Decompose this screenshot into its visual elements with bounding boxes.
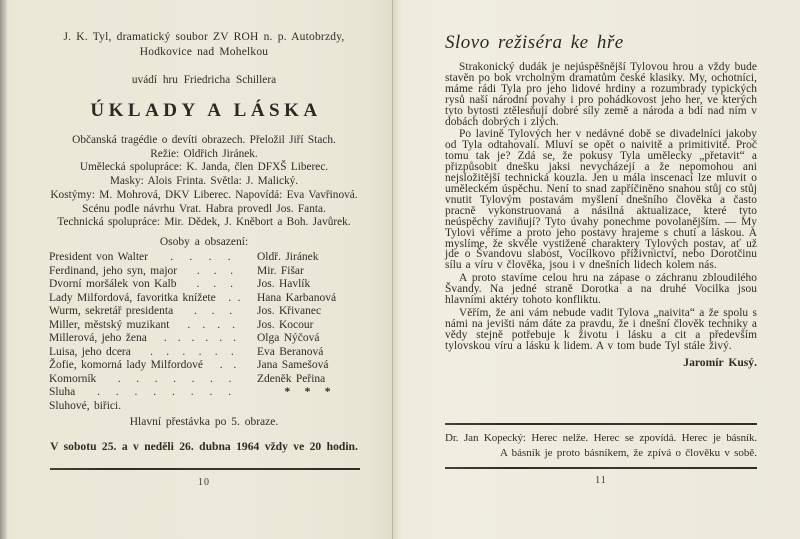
cast-actor: Hana Karbanová: [257, 291, 337, 304]
essay-title: Slovo režiséra ke hře: [445, 32, 624, 53]
cast-row: [45, 332, 363, 346]
quote-rule-bottom: [445, 467, 757, 469]
dot-leader: . . .: [193, 305, 233, 318]
presents-line: uvádí hru Friedricha Schillera: [131, 74, 277, 86]
cast-actor: Jos. Havlík: [257, 278, 311, 291]
cast-role: Žofie, komorná lady Milfordové: [49, 359, 203, 372]
credit-line: Umělecká spolupráce: K. Janda, člen DFXŠ Liberec.: [79, 161, 329, 174]
cast-actor: Eva Beranová: [257, 345, 324, 358]
credit-line: Technická spolupráce: Mir. Dědek, J. Kněbort a Boh. Javůrek.: [57, 216, 351, 229]
scan-left-edge: [0, 0, 8, 539]
cast-row: [45, 346, 363, 360]
right-page-number: 11: [595, 475, 607, 486]
cast-heading: Osoby a obsazení:: [159, 235, 249, 248]
dot-leader: . .: [219, 359, 237, 372]
cast-role: Luisa, jeho dcera: [49, 345, 131, 358]
essay-paragraph: Věřím, že ani vám nebude vadit Tylova „naivita“ a že spolu s námi na jevišti nám dáte za pravdu, že i dnešní člověk techniky a vědy stejně potřebuje k životu i lásku a cit a především tylovskou víru a lásku k lidem. A v tom bude Tyl stále živý.: [445, 306, 757, 352]
dot-leader: . . . . . . . .: [97, 386, 232, 399]
credit-line: Masky: Alois Frinta. Světla: J. Malický.: [109, 175, 299, 188]
dot-leader: . . . .: [170, 251, 231, 264]
credit-line: Scénu podle návrhu Vrat. Habra provedl Jos. Fanta.: [82, 202, 326, 215]
cast-role: Wurm, sekretář presidenta: [49, 305, 174, 318]
cast-actor: Jos. Křivanec: [257, 305, 322, 318]
cast-role: Dvorní moršálek von Kalb: [49, 278, 177, 291]
cast-row: [45, 305, 363, 319]
essay-signature: Jaromír Kusý.: [683, 355, 757, 369]
cast-actor: * * *: [284, 386, 336, 399]
dot-leader: . . . .: [187, 318, 235, 331]
dot-leader: . . . . . .: [163, 332, 236, 345]
intermission-note: Hlavní přestávka po 5. obraze.: [129, 416, 279, 429]
cast-role: Komorník: [49, 372, 97, 385]
credits-block: [45, 134, 363, 230]
left-footer-rule: [50, 468, 360, 470]
credit-line: Kostýmy: M. Mohrová, DKV Liberec. Napovídá: Eva Vavřinová.: [50, 188, 358, 201]
essay-paragraph: A proto stavíme celou hru na zápase o záchranu zbloudilého Švandy. Na jedné straně Dorotka a na druhé Vocilka jsou hlavními aktéry tohoto konfliktu.: [445, 272, 757, 307]
quote-line-1: Dr. Jan Kopecký: Herec nelže. Herec se zpovídá. Herec je básník.: [445, 432, 757, 444]
cast-role: Miller, městský muzikant: [49, 318, 170, 331]
cast-actor: Jos. Kocour: [257, 318, 314, 331]
right-page: [445, 0, 757, 539]
cast-row: [45, 386, 363, 400]
essay-body: [445, 62, 757, 352]
cast-role: President von Walter: [49, 251, 148, 264]
essay-paragraph: Strakonický dudák je nejúspěšnější Tylovou hrou a vždy bude stavěn po bok vrcholným dramatům české klasiky. My, ochotníci, máme rádi Tyla pro jeho lidové hrdiny a rozumbrady typických rysů naší národní povahy i pro pohádkovost jeho her, ve kterých tyto bytosti ztělesňují dobré síly země a národa a bdí nad ním v dobách dobrých i zlých.: [445, 61, 757, 128]
cast-actor: Jana Samešová: [257, 359, 329, 372]
cast-row: [45, 265, 363, 279]
cast-row: [45, 278, 363, 292]
page-gutter: [392, 0, 393, 539]
left-page-number: 10: [198, 477, 210, 488]
cast-row: [45, 292, 363, 306]
cast-actor: Olga Nýčová: [257, 332, 320, 345]
cast-role: Sluhové, biřici.: [49, 399, 122, 412]
credit-line: Občanská tragédie o devíti obrazech. Přeložil Jiří Stach.: [72, 134, 336, 146]
cast-role: Sluha: [49, 386, 76, 399]
cast-row: [45, 251, 363, 265]
cast-row: [45, 359, 363, 373]
cast-actor: Zdeněk Peřina: [257, 372, 326, 385]
cast-list: [45, 251, 363, 413]
company-header-line1: J. K. Tyl, dramatický soubor ZV ROH n. p. Autobrzdy,: [63, 31, 345, 43]
cast-actor: Oldř. Jiránek: [257, 251, 319, 264]
play-title: ÚKLADY A LÁSKA: [90, 100, 322, 121]
dot-leader: . . .: [196, 278, 233, 291]
dot-leader: . . . . . .: [150, 345, 234, 358]
cast-role: Lady Milfordová, favoritka knížete: [49, 291, 216, 304]
cast-row: [45, 319, 363, 333]
performance-schedule: V sobotu 25. a v neděli 26. dubna 1964 vždy ve 20 hodin.: [50, 439, 358, 453]
quote-block: [445, 423, 757, 469]
dot-leader: . . .: [196, 264, 234, 277]
cast-row: [45, 400, 363, 414]
essay-paragraph: Po lavině Tylových her v nedávné době se divadelníci jakoby od Tyla odtahovali. Mluví se opět o naivitě a primitivitě. Proč tomu tak je? Zdá se, že pokusy Tyla umělecky „přetavit“ a přizpůsobit dnešku jaksi nevycházejí a že nepomohou ani nejsložitější technická kouzla. Jen u mála inscenací lze mluvit o uměleckém úspěchu. Není to snad zapříčiněno snahou stůj co stůj vnutit Tylovým postavám myšlení dnešního člověka a často pracně vykonstruovaná a násilná aktualizace, které tyto neúspěchy zaviňují? Tyto úvahy ponechme povolanějším. — My Tylovi věříme a proto jeho postavy hrajeme s chutí a láskou. A myslíme, že skvěle vystižené charaktery Tylových postav, ať už jde o Švandovu slabost, Vocílkovo příživnictví, nebo Dorotčinu sílu a víru v člověka, jsou i v dnešních lidech kolem nás.: [445, 128, 757, 272]
cast-actor: Mir. Fišar: [257, 264, 304, 277]
quote-rule-top: [445, 423, 757, 425]
dot-leader: . . . . . . .: [117, 372, 232, 385]
credit-line: Režie: Oldřich Jiránek.: [150, 147, 258, 160]
left-page: [45, 0, 363, 539]
cast-row: [45, 373, 363, 387]
cast-role: Ferdinand, jeho syn, major: [49, 264, 178, 277]
company-header-line2: Hodkovice nad Mohelkou: [139, 46, 269, 58]
dot-leader: . .: [228, 291, 241, 304]
quote-line-2: A básník je proto básníkem, že zpívá o člověku v sobě.: [500, 447, 757, 459]
cast-role: Millerová, jeho žena: [49, 332, 147, 345]
